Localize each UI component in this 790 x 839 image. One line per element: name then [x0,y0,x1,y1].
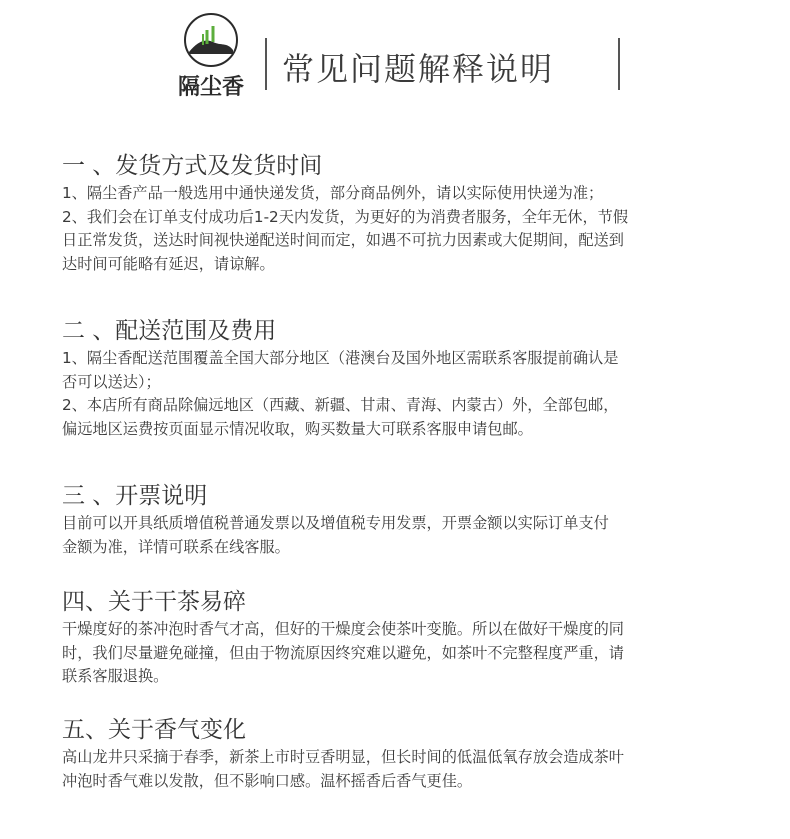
section-line: 达时间可能略有延迟，请谅解。 [62,254,275,273]
section-line: 干燥度好的茶冲泡时香气才高，但好的干燥度会使茶叶变脆。所以在做好干燥度的同 [62,620,624,638]
section-line: 偏远地区运费按页面显示情况收取，购买数量大可联系客服申请包邮。 [62,419,533,438]
section-line: 冲泡时香气难以发散，但不影响口感。温杯摇香后香气更佳。 [62,771,473,790]
page-title: 常见问题解释说明 [282,50,555,88]
section-line: 日正常发货，送达时间视快递配送时间而定，如遇不可抗力因素或大促期间，配送到 [62,231,624,249]
section-line: 高山龙井只采摘于春季，新茶上市时豆香明显，但长时间的低温低氧存放会造成茶叶 [62,748,624,766]
section-line: 金额为准，详情可联系在线客服。 [62,537,290,556]
section-delivery-range [62,315,732,441]
section-line: 否可以送达）； [62,372,161,391]
section-heading: 三 、开票说明 [62,483,208,509]
section-line: 时，我们尽量避免碰撞，但由于物流原因终究难以避免，如茶叶不完整程度严重，请 [62,643,624,662]
section-heading: 四、关于干茶易碎 [62,589,246,615]
brand-name: 隔尘香 [177,74,244,100]
section-aroma-change [62,714,732,793]
section-line: 目前可以开具纸质增值税普通发票以及增值税专用发票，开票金额以实际订单支付 [62,514,609,532]
header [0,0,790,110]
section-line: 2、我们会在订单支付成功后1-2天内发货，为更好的为消费者服务，全年无休，节假 [62,207,629,226]
mountain-logo-icon [183,12,239,68]
section-fragile-tea [62,586,732,689]
section-heading: 二 、配送范围及费用 [62,318,277,344]
section-line: 1、隔尘香产品一般选用中通快递发货，部分商品例外，请以实际使用快递为准； [62,184,604,202]
section-invoice [62,480,732,559]
section-heading: 五、关于香气变化 [62,717,246,743]
section-line: 2、本店所有商品除偏远地区（西藏、新疆、甘肃、青海、内蒙古）外，全部包邮， [62,396,619,414]
section-line: 1、隔尘香配送范围覆盖全国大部分地区（港澳台及国外地区需联系客服提前确认是 [62,349,619,367]
section-heading: 一 、发货方式及发货时间 [62,153,323,179]
title-divider-right [618,38,620,90]
brand-logo [172,12,250,98]
section-shipping [62,150,732,276]
section-line: 联系客服退换。 [62,667,169,685]
title-divider-left [265,38,267,90]
